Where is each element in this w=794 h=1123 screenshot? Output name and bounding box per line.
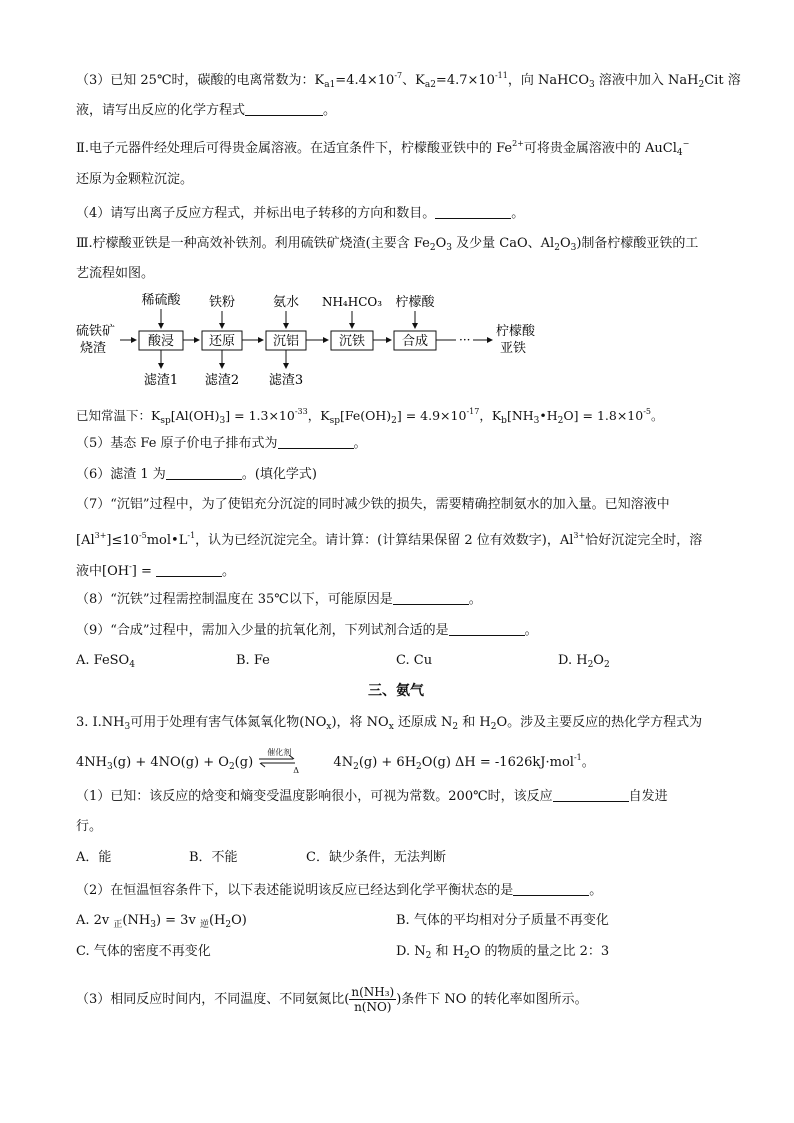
reversible-arrow: 催化剂 Δ (257, 753, 329, 769)
process-flow-diagram (70, 292, 630, 392)
section-title: 三、氨气 (368, 683, 424, 699)
answer-blank[interactable] (449, 622, 525, 636)
section3-line1: Ⅲ.柠檬酸亚铁是一种高效补铁剂。利用硫铁矿烧渣(主要含 $Fe_2O_3$ 及少量 CaO、$Al_2O_3$)制备柠檬酸亚铁的工 (76, 236, 699, 253)
flow-step-label: 沉铁 (338, 334, 366, 349)
answer-blank[interactable] (156, 563, 222, 577)
flow-product-line1: 柠檬酸 (496, 324, 536, 339)
p3q2-option-b[interactable]: B. 气体的平均相对分子质量不再变化 (396, 913, 609, 928)
section2-line2: 还原为金颗粒沉淀。 (76, 172, 194, 187)
q3-line2: 液，请写出反应的化学方程式 。 (76, 103, 337, 118)
q9-option-a[interactable]: A. FeSO$_4$ (76, 653, 135, 670)
answer-blank[interactable] (245, 102, 323, 116)
p3q1-option-a[interactable]: A．能 (76, 850, 112, 865)
answer-blank[interactable] (513, 882, 589, 896)
q9-text: （9）“合成”过程中，需加入少量的抗氧化剂，下列试剂合适的是 。 (76, 623, 538, 638)
flow-step-label: 沉铝 (272, 334, 300, 349)
q6-text: （6）滤渣 1 为 。(填化学式) (76, 467, 317, 482)
p3q3-text: （3）相同反应时间内，不同温度、不同氨氮比( $\frac{\text{n(NH₃)}}{n(NO)}$ )条件下 NO 的转化率如图所示。 (76, 985, 588, 1014)
thermochemical-equation: $4NH_3(g) + 4NO(g) + O_2(g)$ 催化剂 Δ $4N_2(g) + 6H_2O(g) \Delta H = -1626kJ\cdot mol^{-1}$。 (76, 748, 595, 775)
q8-text: （8）“沉铁”过程需控制温度在 35℃以下，可能原因是 。 (76, 592, 482, 607)
answer-blank[interactable] (435, 205, 511, 219)
flow-residue: 滤渣3 (268, 373, 304, 388)
flow-reagent: 氨水 (272, 295, 300, 310)
flow-reagent: NH₄HCO₃ (321, 295, 383, 309)
flow-input-line2: 烧渣 (80, 341, 107, 356)
q4-text: （4）请写出离子反应方程式，并标出电子转移的方向和数目。 。 (76, 206, 525, 221)
q9-option-b[interactable]: B. Fe (236, 653, 270, 668)
p3-line1: 3. $Ⅰ.NH_3$可用于处理有害气体氮氧化物$(NO_x)$，将 $NO_x$ 还原成 $N_2$ 和 $H_2O$。涉及主要反应的热化学方程式为 (76, 715, 703, 732)
p3q1-line1: （1）已知：该反应的焓变和熵变受温度影响很小，可视为常数。200℃时，该反应 自发进 (76, 789, 668, 804)
p3q2-option-a[interactable]: A. 2v $_正(NH_3) = 3v$ $_逆(H_2O)$ (76, 913, 247, 930)
flow-ellipsis: ··· (459, 333, 471, 347)
flow-residue: 滤渣2 (204, 373, 240, 388)
answer-blank[interactable] (166, 466, 242, 480)
section2-line1: Ⅱ.电子元器件经处理后可得贵金属溶液。在适宜条件下，柠檬酸亚铁中的 $Fe^{2+}$可将贵金属溶液中的 AuCl$_4$− (76, 139, 690, 158)
flow-product-line2: 亚铁 (500, 341, 527, 356)
flow-step-label: 酸浸 (147, 334, 175, 349)
flow-reagent: 柠檬酸 (395, 295, 435, 310)
q9-option-c[interactable]: C. Cu (396, 653, 433, 668)
p3q2-option-d[interactable]: D. $N_2$ 和 $H_2O$ 的物质的量之比 2：3 (396, 944, 610, 961)
ksp-line: 已知常温下：$K_{sp}[Al(OH)_3] = 1.3\times 10^{-33}$，$K_{sp}[Fe(OH)_2] = 4.9\times 10^{-17}$，$K_b[NH_3•H_2O] = 1.8\times 10^{-5}$。 (76, 407, 664, 426)
q9-option-d[interactable]: D. $H_2O_2$ (558, 653, 610, 670)
q7-line2: $[Al^{3+}]\le 10^{-5}mol•L^{-1}$，认为已经沉淀完全。请计算：(计算结果保留 2 位有效数字)，$Al^{3+}$恰好沉淀完全时，溶 (76, 531, 703, 548)
p3q2-option-c[interactable]: C. 气体的密度不再变化 (76, 944, 211, 959)
flow-step-label: 还原 (208, 334, 236, 349)
answer-blank[interactable] (278, 435, 354, 449)
p3q1-option-c[interactable]: C．缺少条件，无法判断 (306, 850, 446, 865)
flow-residue: 滤渣1 (143, 373, 179, 388)
flow-input-line1: 硫铁矿 (76, 324, 116, 339)
flow-reagent: 铁粉 (208, 295, 236, 310)
q3-line1: （3）已知 25℃时，碳酸的电离常数为：$K_{a1}=4.4\times 10^{-7}$、$K_{a2}=4.7\times 10^{-11}$，向 NaHCO$_3$ 溶液中加入 NaH$_2$Cit 溶 (76, 71, 741, 90)
flow-step-label: 合成 (401, 334, 429, 349)
q5-text: （5）基态 Fe 原子价电子排布式为 。 (76, 436, 367, 451)
q7-line3: 液中[OH-] = 。 (76, 562, 236, 579)
p3q1-line2: 行。 (76, 819, 103, 834)
answer-blank[interactable] (393, 591, 469, 605)
section3-line2: 艺流程如图。 (76, 266, 155, 281)
p3q2-text: （2）在恒温恒容条件下，以下表述能说明该反应已经达到化学平衡状态的是 。 (76, 883, 603, 898)
ammonia-nitrogen-ratio-fraction: $\frac{\text{n(NH₃)}}{n(NO)}$ (351, 985, 395, 1014)
answer-blank[interactable] (553, 788, 629, 802)
p3q1-option-b[interactable]: B．不能 (189, 850, 238, 865)
flow-reagent: 稀硫酸 (141, 293, 181, 308)
q7-line1: （7）“沉铝”过程中，为了使铝充分沉淀的同时减少铁的损失，需要精确控制氨水的加入量。已知溶液中 (76, 497, 670, 512)
